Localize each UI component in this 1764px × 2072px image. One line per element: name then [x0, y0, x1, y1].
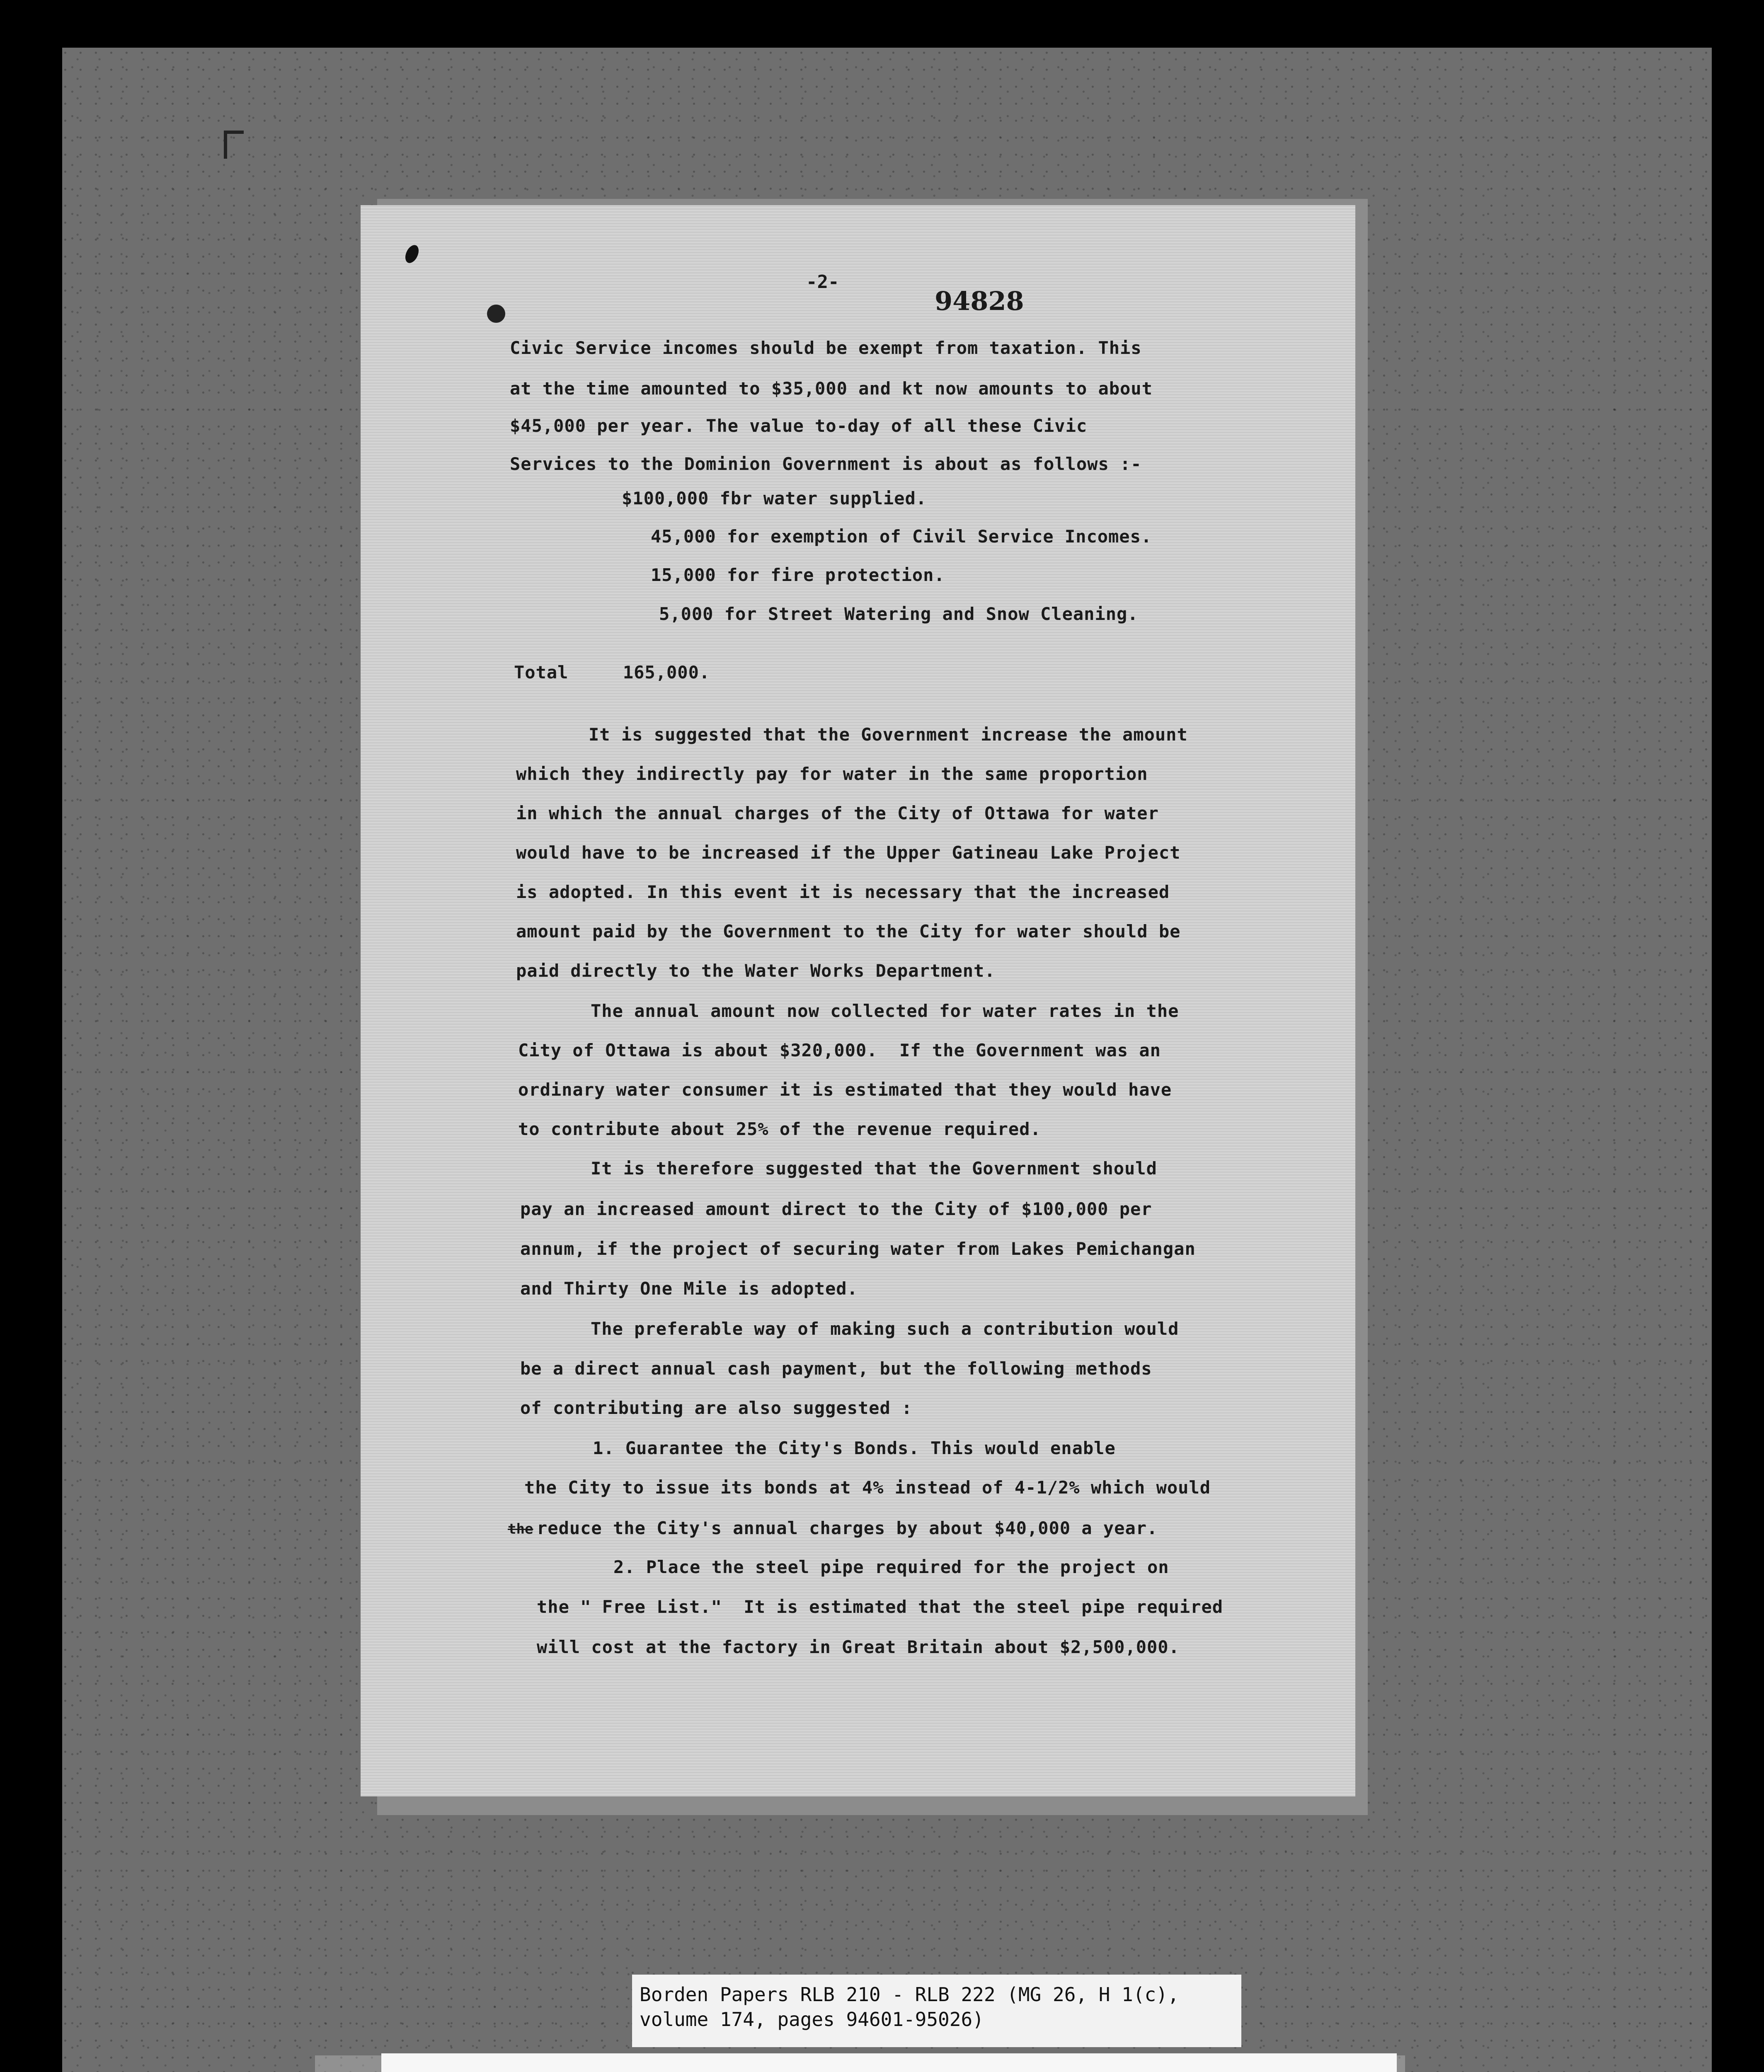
struck-word: the [508, 1521, 533, 1537]
text-line: pay an increased amount direct to the City of $100,000 per [520, 1199, 1152, 1219]
caption-line-1: Borden Papers RLB 210 - RLB 222 (MG 26, H 1(c), [640, 1983, 1179, 2006]
text-line: to contribute about 25% of the revenue required. [518, 1119, 1041, 1139]
text-line: be a direct annual cash payment, but the following methods [520, 1358, 1152, 1379]
text-line: reduce the City's annual charges by about $40,000 a year. [537, 1518, 1158, 1538]
text-line: The preferable way of making such a contribution would [591, 1319, 1179, 1339]
text-line: which they indirectly pay for water in the same proportion [516, 764, 1148, 784]
text-line: ordinary water consumer it is estimated that they would have [518, 1080, 1172, 1100]
text-line: annum, if the project of securing water from Lakes Pemichangan [520, 1239, 1196, 1259]
text-line: is adopted. In this event it is necessary that the increased [516, 882, 1170, 902]
text-line: City of Ottawa is about $320,000. If the Government was an [518, 1040, 1161, 1060]
text-line: 1. Guarantee the City's Bonds. This would enable [593, 1438, 1116, 1458]
page-marker: -2- [806, 271, 839, 293]
text-line: in which the annual charges of the City of Ottawa for water [516, 803, 1159, 823]
text-line: and Thirty One Mile is adopted. [520, 1278, 858, 1299]
text-line: 45,000 for exemption of Civil Service Incomes. [651, 526, 1152, 547]
typed-letter-page [361, 205, 1355, 1796]
text-line: It is therefore suggested that the Government should [591, 1158, 1157, 1179]
total-line: Total 165,000. [514, 662, 710, 683]
text-line: would have to be increased if the Upper Gatineau Lake Project [516, 842, 1181, 863]
text-line: 5,000 for Street Watering and Snow Cleaning. [659, 604, 1139, 624]
corner-crop-mark [224, 131, 244, 159]
text-line: will cost at the factory in Great Britain about $2,500,000. [537, 1637, 1180, 1657]
text-line: amount paid by the Government to the City for water should be [516, 921, 1181, 942]
text-line: It is suggested that the Government increase the amount [589, 724, 1188, 745]
text-line: at the time amounted to $35,000 and kt now amounts to about [510, 378, 1153, 399]
text-line: of contributing are also suggested : [520, 1398, 913, 1418]
text-line: The annual amount now collected for water rates in the [591, 1001, 1179, 1021]
text-line: the " Free List." It is estimated that the steel pipe required [537, 1597, 1224, 1617]
text-line: paid directly to the Water Works Department. [516, 961, 996, 981]
text-line: Services to the Dominion Government is about as follows :- [510, 454, 1142, 474]
text-line: $100,000 fbr water supplied. [622, 488, 927, 508]
stamp-number: 94828 [935, 286, 1024, 316]
text-line: the City to issue its bonds at 4% instead of 4-1/2% which would [524, 1477, 1211, 1498]
punch-hole-mark [487, 305, 505, 323]
text-line: Civic Service incomes should be exempt from taxation. This [510, 338, 1142, 358]
microfilm-caption [632, 1975, 1241, 2047]
text-line: $45,000 per year. The value to-day of all these Civic [510, 416, 1088, 436]
ink-blot-mark [403, 243, 422, 265]
text-line: 2. Place the steel pipe required for the project on [613, 1557, 1169, 1577]
caption-line-2: volume 174, pages 94601-95026) [640, 2008, 984, 2031]
text-line: 15,000 for fire protection. [651, 565, 945, 585]
archive-label-card [381, 2053, 1397, 2072]
